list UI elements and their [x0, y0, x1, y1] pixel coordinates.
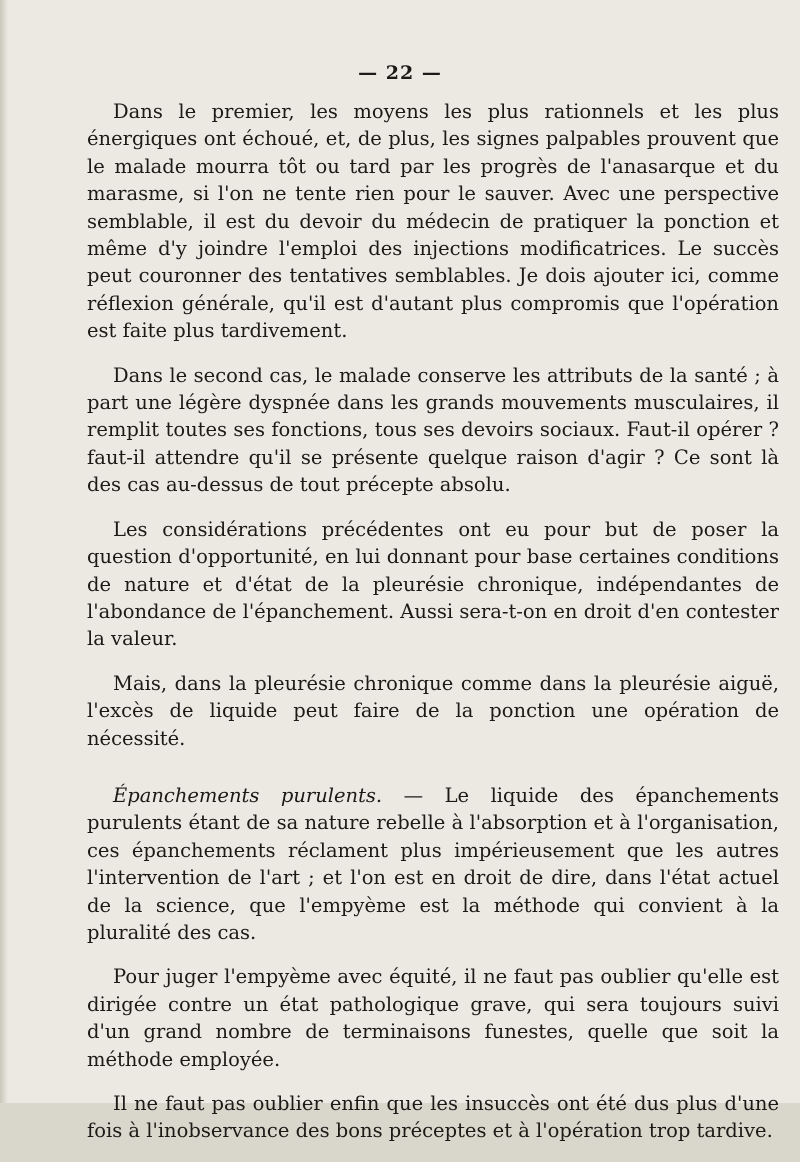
paragraph-5	[87, 782, 779, 946]
paragraph-7: Il ne faut pas oublier enfin que les insuccès ont été dus plus d'une fois à l'inobservance des bons préceptes et à l'opération trop tardive.	[87, 1092, 779, 1143]
paragraph-1: Dans le premier, les moyens les plus rationnels et les plus énergiques ont échoué, et, de plus, les signes palpables prouvent que le malade mourra tôt ou tard par les progrès de l'anasarque et du marasme, si l'on ne tente rien pour le sauver. Avec une perspective semblable, il est du devoir du médecin de pratiquer la ponction et même d'y joindre l'emploi des injections modificatrices. Le succès peut couronner des tentatives semblables. Je dois ajouter ici, comme réflexion générale, qu'il est d'autant plus compromis que l'opération est faite plus tardivement.	[87, 100, 779, 343]
paragraph-4: Mais, dans la pleurésie chronique comme dans la pleurésie aiguë, l'excès de liquide peut faire de la ponction une opération de nécessité.	[87, 671, 779, 750]
paragraph-6: Pour juger l'empyème avec équité, il ne faut pas oublier qu'elle est dirigée contre un état pathologique grave, qui sera toujours suivi d'un grand nombre de terminaisons funestes, quelle que soit la méthode employée.	[87, 965, 779, 1071]
paragraph-3: Les considérations précédentes ont eu pour but de poser la question d'opportunité, en lui donnant pour base certaines conditions de nature et d'état de la pleurésie chronique, indépendantes de l'abondance de l'épanchement. Aussi sera-t-on en droit d'en contester la valeur.	[87, 517, 779, 651]
body-text	[87, 98, 779, 1162]
section-heading: Épanchements purulents.	[113, 783, 383, 807]
page-number: — 22 —	[358, 62, 442, 84]
paragraph-2: Dans le second cas, le malade conserve les attributs de la santé ; à part une légère dyspnée dans les grands mouvements musculaires, il remplit toutes ses fonctions, tous ses devoirs sociaux. Faut-il opérer ? faut-il attendre qu'il se présente quelque raison d'agir ? Ce sont là des cas au-dessus de tout précepte absolu.	[87, 363, 779, 497]
paragraph-5-text: — Le liquide des épanchements purulents étant de sa nature rebelle à l'absorption et à l'organisation, ces épanchements réclament plus impérieusement que les autres l'intervention de l'art ; et l'on est en droit de dire, dans l'état actuel de la science, que l'empyème est la méthode qui convient à la pluralité des cas.	[87, 783, 779, 944]
